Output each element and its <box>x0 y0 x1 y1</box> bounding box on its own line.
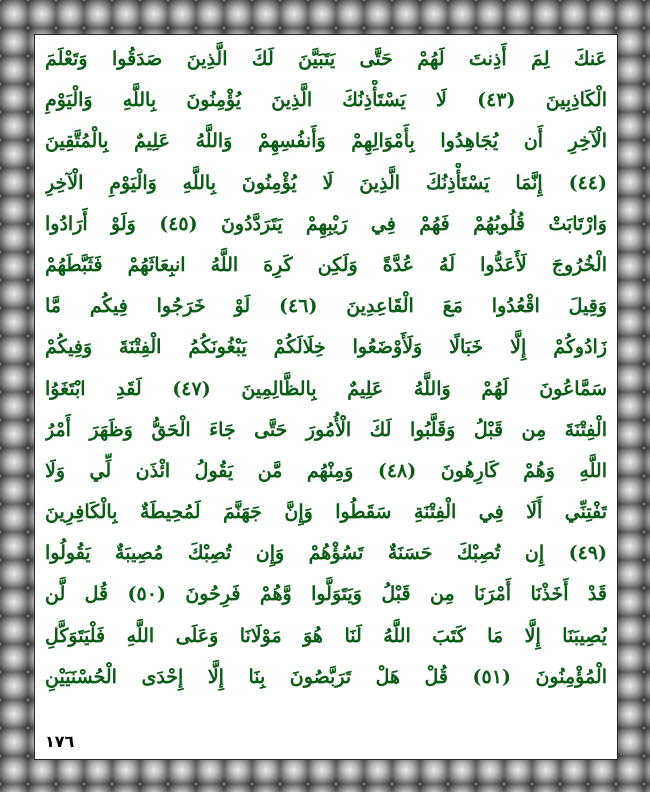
verse-line: اللَّهِ وَهُمْ كَارِهُونَ (٤٨) وَمِنْهُم مَّن يَقُولُ ائْذَن لِّي وَلَا <box>45 459 607 482</box>
page-number: ١٧٦ <box>45 732 75 751</box>
verse-line: (٤٩) إِن تُصِبْكَ حَسَنَةٌ تَسُؤْهُمْ وَإِن تُصِبْكَ مُصِيبَةٌ يَقُولُوا <box>45 542 607 565</box>
verse-line: الْمُؤْمِنُونَ (٥١) قُلْ هَلْ تَرَبَّصُونَ بِنَا إِلَّا إِحْدَى الْحُسْنَيَيْنِ <box>45 665 607 688</box>
verse-line: الْآخِرِ أَن يُجَاهِدُوا بِأَمْوَالِهِمْ وَأَنفُسِهِمْ وَاللَّهُ عَلِيمٌ بِالْمُتَّقِينَ <box>45 130 607 153</box>
verse-line: الْخُرُوجَ لَأَعَدُّوا لَهُ عُدَّةً وَلَكِن كَرِهَ اللَّهُ انبِعَاثَهُمْ فَثَبَّطَهُمْ <box>45 253 607 276</box>
verse-line: الْكَاذِبِينَ (٤٣) لَا يَسْتَأْذِنُكَ الَّذِينَ يُؤْمِنُونَ بِاللَّهِ وَالْيَوْمِ <box>45 89 607 112</box>
verse-line: يُصِيبَنَا إِلَّا مَا كَتَبَ اللَّهُ لَنَا هُوَ مَوْلَانَا وَعَلَى اللَّهِ فَلْيَتَوَكَّلِ <box>45 624 607 647</box>
verse-text-block <box>45 39 607 698</box>
verse-line: سَمَّاعُونَ لَهُمْ وَاللَّهُ عَلِيمٌ بِالظَّالِمِينَ (٤٧) لَقَدِ ابْتَغَوُا <box>45 377 607 400</box>
verse-line: تَفْتِنِّي أَلَا فِي الْفِتْنَةِ سَقَطُوا وَإِنَّ جَهَنَّمَ لَمُحِيطَةٌ بِالْكَافِرِينَ <box>45 501 607 524</box>
mushaf-page <box>34 34 618 760</box>
verse-line: زَادُوكُمْ إِلَّا خَبَالًا وَلَأَوْضَعُوا خِلَالَكُمْ يَبْغُونَكُمُ الْفِتْنَةَ وَفِيكُمْ <box>45 336 607 359</box>
verse-line: الْفِتْنَةَ مِن قَبْلُ وَقَلَّبُوا لَكَ الْأُمُورَ حَتَّى جَاءَ الْحَقُّ وَظَهَرَ أَمْرُ <box>45 418 607 441</box>
verse-line: وَقِيلَ اقْعُدُوا مَعَ الْقَاعِدِينَ (٤٦) لَوْ خَرَجُوا فِيكُم مَّا <box>45 295 607 318</box>
verse-line: قَدْ أَخَذْنَا أَمْرَنَا مِن قَبْلُ وَيَتَوَلَّوا وَّهُمْ فَرِحُونَ (٥٠) قُل لَّن <box>45 583 607 606</box>
verse-line: (٤٤) إِنَّمَا يَسْتَأْذِنُكَ الَّذِينَ لَا يُؤْمِنُونَ بِاللَّهِ وَالْيَوْمِ الْآخِرِ <box>45 171 607 194</box>
verse-line: عَنكَ لِمَ أَذِنتَ لَهُمْ حَتَّى يَتَبَيَّنَ لَكَ الَّذِينَ صَدَقُوا وَتَعْلَمَ <box>45 48 607 70</box>
verse-line: وَارْتَابَتْ قُلُوبُهُمْ فَهُمْ فِي رَيْبِهِمْ يَتَرَدَّدُونَ (٤٥) وَلَوْ أَرَادُوا <box>45 212 607 235</box>
